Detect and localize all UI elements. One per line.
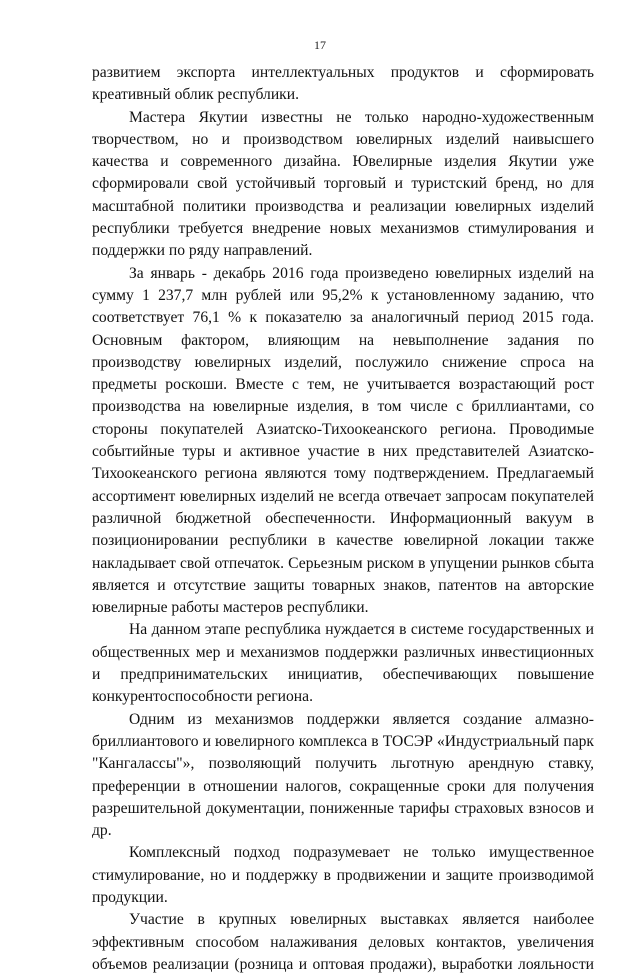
paragraph-support-system: На данном этапе республика нуждается в системе государственных и общественных мер и механизмов поддержки различных инвестиционных и предпринимательских инициатив, обеспечивающих повышение конкурентоспособности региона. xyxy=(92,621,594,706)
paragraph-exhibitions: Участие в крупных ювелирных выставках является наиболее эффективным способом налаживания деловых контактов, увеличения объемов реализации (розница и оптовая продажи), выработки лояльности xyxy=(92,911,594,973)
document-body xyxy=(92,62,594,976)
paragraph-industrial-park: Одним из механизмов поддержки является создание алмазно-бриллиантового и ювелирного комплекса в ТОСЭР «Индустриальный парк "Кангалассы"», позволяющий получить льготную арендную ставку, преференции в отношении налогов, сокращенные сроки для получения разрешительной документации, пониженные тарифы страховых взносов и др. xyxy=(92,710,594,840)
paragraph-continuation: развитием экспорта интеллектуальных продуктов и сформировать креативный облик республики. xyxy=(92,64,594,104)
paragraph-complex-approach: Комплексный подход подразумевает не только имущественное стимулирование, но и поддержку в продвижении и защите производимой продукции. xyxy=(92,844,594,906)
paragraph-production-2016: За январь - декабрь 2016 года произведено ювелирных изделий на сумму 1 237,7 млн рублей или 95,2% к установленному заданию, что соответствует 76,1 % к показателю за аналогичный период 2015 года. Основным фактором, влияющим на невыполнение задания по производству ювелирных изделий, послужило снижение спроса на предметы роскоши. Вместе с тем, не учитывается возрастающий рост производства на ювелирные изделия, в том числе с бриллиантами, со стороны покупателей Азиатско-Тихоокеанского региона. Проводимые событийные туры и активное участие в них представителей Азиатско-Тихоокеанского региона являются тому подтверждением. Предлагаемый ассортимент ювелирных изделий не всегда отвечает запросам покупателей различной бюджетной обеспеченности. Информационный вакуум в позиционировании республики в качестве ювелирной локации также накладывает свой отпечаток. Серьезным риском в упущении рынков сбыта является и отсутствие защиты товарных знаков, патентов на авторские ювелирные работы мастеров республики. xyxy=(92,264,594,617)
paragraph-jewelry-masters: Мастера Якутии известны не только народно-художественным творчеством, но и производством ювелирных изделий наивысшего качества и современного дизайна. Ювелирные изделия Якутии уже сформировали свой устойчивый торговый и туристский бренд, но для масштабной политики производства и реализации ювелирных изделий республики требуется внедрение новых механизмов стимулирования и поддержки по ряду направлений. xyxy=(92,108,594,260)
page-number: 17 xyxy=(314,38,326,52)
